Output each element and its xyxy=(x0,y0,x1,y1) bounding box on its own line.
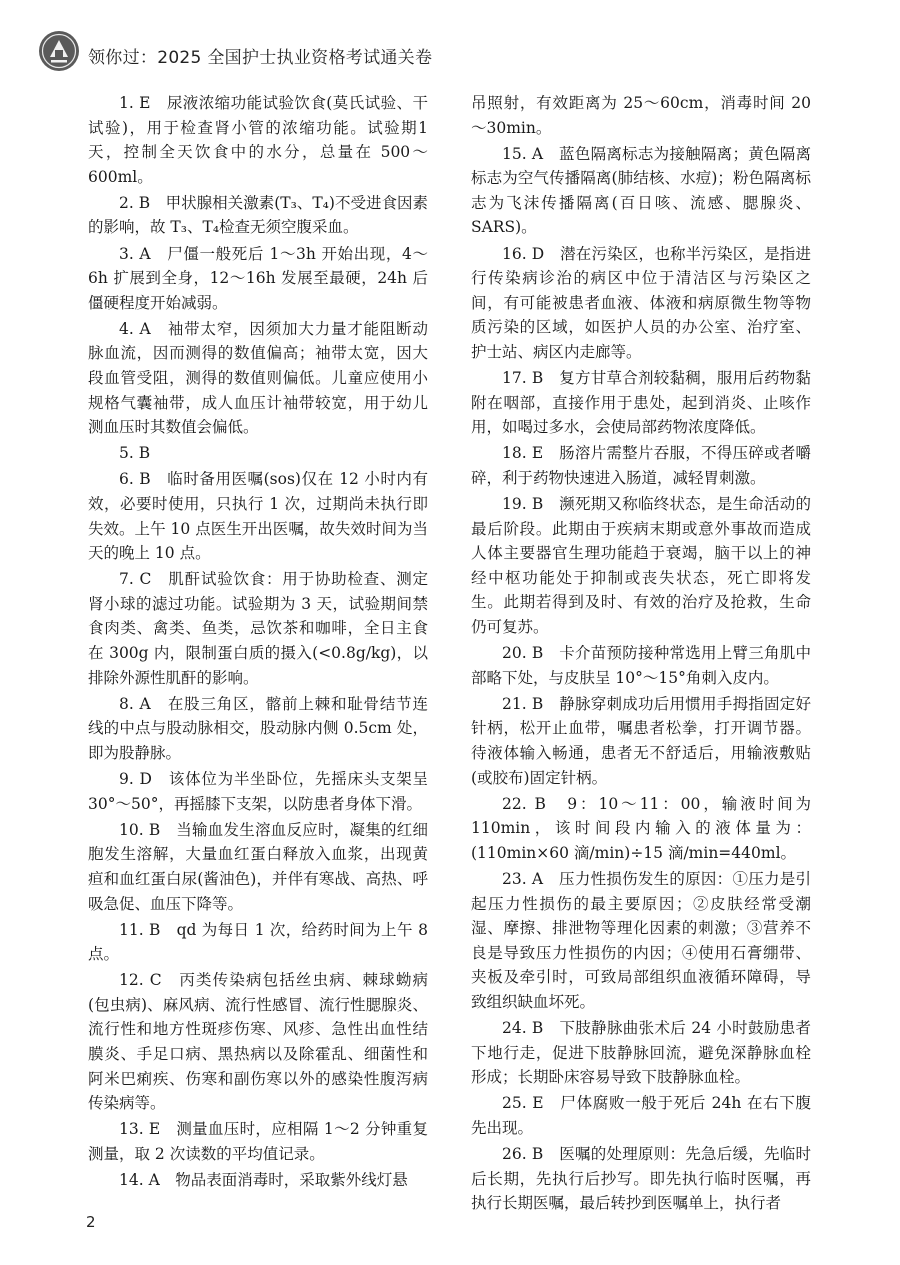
answer-item: 22. B 9：10～11：00，输液时间为 110min，该时间段内输入的液体量为：(110min×60 滴/min)÷15 滴/min=440ml。 xyxy=(471,794,811,862)
answer-item: 13. E 测量血压时，应相隔 1～2 分钟重复测量，取 2 次读数的平均值记录。 xyxy=(88,1120,428,1163)
answer-column-right xyxy=(471,91,811,1217)
answer-item: 1. E 尿液浓缩功能试验饮食(莫氏试验、干试验)，用于检查肾小管的浓缩功能。试验期1天，控制全天饮食中的水分，总量在 500～600ml。 xyxy=(88,94,428,186)
answer-item: 15. A 蓝色隔离标志为接触隔离；黄色隔离标志为空气传播隔离(肺结核、水痘)；粉色隔离标志为飞沫传播隔离(百日咳、流感、腮腺炎、SARS)。 xyxy=(471,144,811,237)
answer-item: 3. A 尸僵一般死后 1～3h 开始出现，4～6h 扩展到全身，12～16h 发展至最硬，24h 后僵硬程度开始减弱。 xyxy=(88,244,428,312)
answer-item: 16. D 潜在污染区，也称半污染区，是指进行传染病诊治的病区中位于清洁区与污染区之间，有可能被患者血液、体液和病原微生物等物质污染的区域，如医护人员的办公室、治疗室、护士站、病区内走廊等。 xyxy=(471,244,811,361)
answer-item: 2. B 甲状腺相关激素(T₃、T₄)不受进食因素的影响，故 T₃、T₄检查无须空腹采血。 xyxy=(88,193,428,237)
answer-item: 12. C 丙类传染病包括丝虫病、棘球蚴病(包虫病)、麻风病、流行性感冒、流行性腮腺炎、流行性和地方性斑疹伤寒、风疹、急性出血性结膜炎、手足口病、黑热病以及除霍乱、细菌性和阿米巴痢疾、伤寒和副伤寒以外的感染性腹泻病传染病等。 xyxy=(88,971,428,1113)
answer-item: 25. E 尸体腐败一般于死后 24h 在右下腹先出现。 xyxy=(471,1094,811,1137)
book-title: 领你过：2025 全国护士执业资格考试通关卷 xyxy=(88,48,433,68)
answer-item: 21. B 静脉穿刺成功后用惯用手拇指固定好针柄，松开止血带，嘱患者松拳，打开调节器。待液体输入畅通，患者无不舒适后，用输液敷贴(或胶布)固定针柄。 xyxy=(471,694,811,787)
answer-item-continuation: 吊照射，有效距离为 25～60cm，消毒时间 20～30min。 xyxy=(471,94,811,137)
crest-logo-icon xyxy=(38,30,80,72)
answer-item: 18. E 肠溶片需整片吞服，不得压碎或者嚼碎，利于药物快速进入肠道，减轻胃刺激。 xyxy=(471,444,811,487)
answer-item: 11. B qd 为每日 1 次，给药时间为上午 8 点。 xyxy=(88,920,428,964)
answer-item: 17. B 复方甘草合剂较黏稠，服用后药物黏附在咽部，直接作用于患处，起到消炎、止咳作用，如喝过多水，会使局部药物浓度降低。 xyxy=(471,369,811,437)
answer-column-left xyxy=(88,91,428,1194)
answer-item: 10. B 当输血发生溶血反应时，凝集的红细胞发生溶解，大量血红蛋白释放入血浆，出现黄疸和血红蛋白尿(酱油色)，并伴有寒战、高热、呼吸急促、血压下降等。 xyxy=(88,820,428,913)
answer-item: 8. A 在股三角区，髂前上棘和耻骨结节连线的中点与股动脉相交，股动脉内侧 0.5cm 处，即为股静脉。 xyxy=(88,694,428,762)
answer-item: 24. B 下肢静脉曲张术后 24 小时鼓励患者下地行走，促进下肢静脉回流，避免深静脉血栓形成；长期卧床容易导致下肢静脉血栓。 xyxy=(471,1018,811,1087)
page-header xyxy=(38,30,858,74)
page-number: 2 xyxy=(86,1213,96,1231)
answer-item: 19. B 濒死期又称临终状态，是生命活动的最后阶段。此期由于疾病末期或意外事故而造成人体主要器官生理功能趋于衰竭，脑干以上的神经中枢功能处于抑制或丧失状态，死亡即将发生。此期若得到及时、有效的治疗及抢救，生命仍可复苏。 xyxy=(471,495,811,636)
answer-item: 26. B 医嘱的处理原则：先急后缓，先临时后长期，先执行后抄写。即先执行临时医嘱，再执行长期医嘱，最后转抄到医嘱单上，执行者 xyxy=(471,1144,811,1213)
answer-item: 20. B 卡介苗预防接种常选用上臂三角肌中部略下处，与皮肤呈 10°～15°角刺入皮内。 xyxy=(471,644,811,687)
answer-item: 23. A 压力性损伤发生的原因：①压力是引起压力性损伤的最主要原因；②皮肤经常受潮湿、摩擦、排泄物等理化因素的刺激；③营养不良是导致压力性损伤的内因；④使用石膏绷带、夹板及牵引时，可致局部组织血液循环障碍，导致组织缺血坏死。 xyxy=(471,869,811,1011)
answer-item: 7. C 肌酐试验饮食：用于协助检查、测定肾小球的滤过功能。试验期为 3 天，试验期间禁食肉类、禽类、鱼类，忌饮茶和咖啡，全日主食在 300g 内，限制蛋白质的摄入(<0.8g/kg)，以排除外源性肌酐的影响。 xyxy=(88,570,428,687)
answer-item: 14. A 物品表面消毒时，采取紫外线灯悬 xyxy=(119,1171,408,1190)
answer-item: 4. A 袖带太窄，因须加大力量才能阻断动脉血流，因而测得的数值偏高；袖带太宽，因大段血管受阻，测得的数值则偏低。儿童应使用小规格气囊袖带，成人血压计袖带较宽，用于幼儿测血压时其数值会偏低。 xyxy=(88,319,428,437)
answer-item: 6. B 临时备用医嘱(sos)仅在 12 小时内有效，必要时使用，只执行 1 次，过期尚未执行即失效。上午 10 点医生开出医嘱，故失效时间为当天的晚上 10 点。 xyxy=(88,470,428,563)
answer-item: 9. D 该体位为半坐卧位，先摇床头支架呈 30°～50°，再摇膝下支架，以防患者身体下滑。 xyxy=(88,770,428,813)
answer-item: 5. B xyxy=(119,444,151,463)
